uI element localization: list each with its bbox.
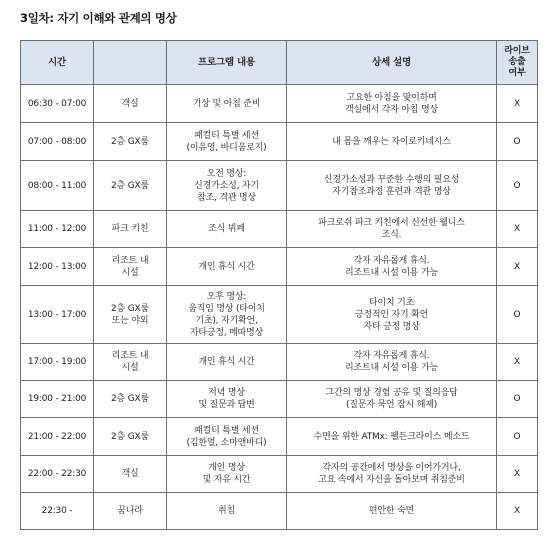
table-row	[21, 248, 538, 286]
section-title: 3일차: 자기 이해와 관계의 명상	[20, 11, 177, 25]
detail-cell: 내 몸을 깨우는 자이로키네시스	[287, 123, 497, 161]
place-cell: 리조트 내 시설	[94, 344, 167, 381]
place-cell: 2층 GX룸	[94, 418, 167, 456]
detail-cell: 타이치 기초 긍정적인 자기 확언 자타 긍정 명상	[287, 286, 497, 344]
table-row	[21, 456, 538, 493]
detail-cell: 그간의 명상 경험 공유 및 질의응답 (질문자 묵언 잠시 해제)	[287, 381, 497, 418]
table-row	[21, 161, 538, 211]
place-cell: 2층 GX룸	[94, 381, 167, 418]
detail-cell: 각자 자유롭게 휴식. 리조트내 시설 이용 가능	[287, 248, 497, 286]
place-cell: 꿈나라	[94, 493, 167, 530]
live-cell: X	[497, 493, 538, 530]
time-cell: 08:00 - 11:00	[21, 161, 94, 211]
live-cell: X	[497, 456, 538, 493]
time-cell: 21:00 - 22:00	[21, 418, 94, 456]
live-cell: O	[497, 161, 538, 211]
table-row	[21, 211, 538, 248]
time-cell: 11:00 - 12:00	[21, 211, 94, 248]
program-cell: 개인 휴식 시간	[167, 248, 287, 286]
time-cell: 13:00 - 17:00	[21, 286, 94, 344]
time-cell: 07:00 - 08:00	[21, 123, 94, 161]
detail-cell: 고요한 아침을 맞이하며 객실에서 각자 아침 명상	[287, 85, 497, 123]
time-cell: 22:00 - 22:30	[21, 456, 94, 493]
table-row	[21, 123, 538, 161]
program-cell: 저녁 명상 및 질문과 답변	[167, 381, 287, 418]
table-row	[21, 418, 538, 456]
place-cell: 2층 GX룸 또는 야외	[94, 286, 167, 344]
live-cell: O	[497, 286, 538, 344]
program-cell: 개인 명상 및 자유 시간	[167, 456, 287, 493]
detail-cell: 편안한 숙면	[287, 493, 497, 530]
program-cell: 기상 및 아침 준비	[167, 85, 287, 123]
detail-cell: 신경가소성과 꾸준한 수행의 필요성 자기참조과정 훈련과 격관 명상	[287, 161, 497, 211]
program-cell: 개인 휴식 시간	[167, 344, 287, 381]
detail-cell: 각자의 공간에서 명상을 이어가거나, 고요 속에서 자신을 돌아보며 취침준비	[287, 456, 497, 493]
time-cell: 17:00 - 19:00	[21, 344, 94, 381]
header-live: 라이브 송출 여부	[497, 41, 538, 85]
detail-cell: 수면을 위한 ATMx: 펠든크라이스 메소드	[287, 418, 497, 456]
program-cell: 패컬티 특별 세션 (이유영, 바디움로지)	[167, 123, 287, 161]
live-cell: O	[497, 418, 538, 456]
time-cell: 19:00 - 21:00	[21, 381, 94, 418]
live-cell: O	[497, 381, 538, 418]
place-cell: 2층 GX룸	[94, 123, 167, 161]
place-cell: 리조트 내 시설	[94, 248, 167, 286]
table-row	[21, 344, 538, 381]
table-row	[21, 286, 538, 344]
live-cell: X	[497, 211, 538, 248]
header-row	[21, 41, 538, 85]
live-cell: X	[497, 248, 538, 286]
schedule-table	[20, 40, 538, 530]
table-row	[21, 493, 538, 530]
program-cell: 오후 명상: 움직임 명상 (타이치 기초), 자기확언, 자타긍정, 메따명상	[167, 286, 287, 344]
header-place	[94, 41, 167, 85]
time-cell: 12:00 - 13:00	[21, 248, 94, 286]
program-cell: 조식 뷔페	[167, 211, 287, 248]
place-cell: 객실	[94, 456, 167, 493]
table-row	[21, 381, 538, 418]
table-row	[21, 85, 538, 123]
program-cell: 취침	[167, 493, 287, 530]
header-program: 프로그램 내용	[167, 41, 287, 85]
live-cell: O	[497, 123, 538, 161]
header-detail: 상세 설명	[287, 41, 497, 85]
program-cell: 오전 명상: 신경가소성, 자기 참조, 격관 명상	[167, 161, 287, 211]
time-cell: 22:30 -	[21, 493, 94, 530]
place-cell: 객실	[94, 85, 167, 123]
header-time: 시간	[21, 41, 94, 85]
program-cell: 패컬티 특별 세션 (김한얼, 소마앤바디)	[167, 418, 287, 456]
time-cell: 06:30 - 07:00	[21, 85, 94, 123]
detail-cell: 각자 자유롭게 휴식. 리조트내 시설 이용 가능	[287, 344, 497, 381]
live-cell: X	[497, 85, 538, 123]
place-cell: 2층 GX룸	[94, 161, 167, 211]
live-cell: X	[497, 344, 538, 381]
detail-cell: 파크로쉬 파크 키친에서 신선한 웰니스 조식.	[287, 211, 497, 248]
place-cell: 파크 키친	[94, 211, 167, 248]
